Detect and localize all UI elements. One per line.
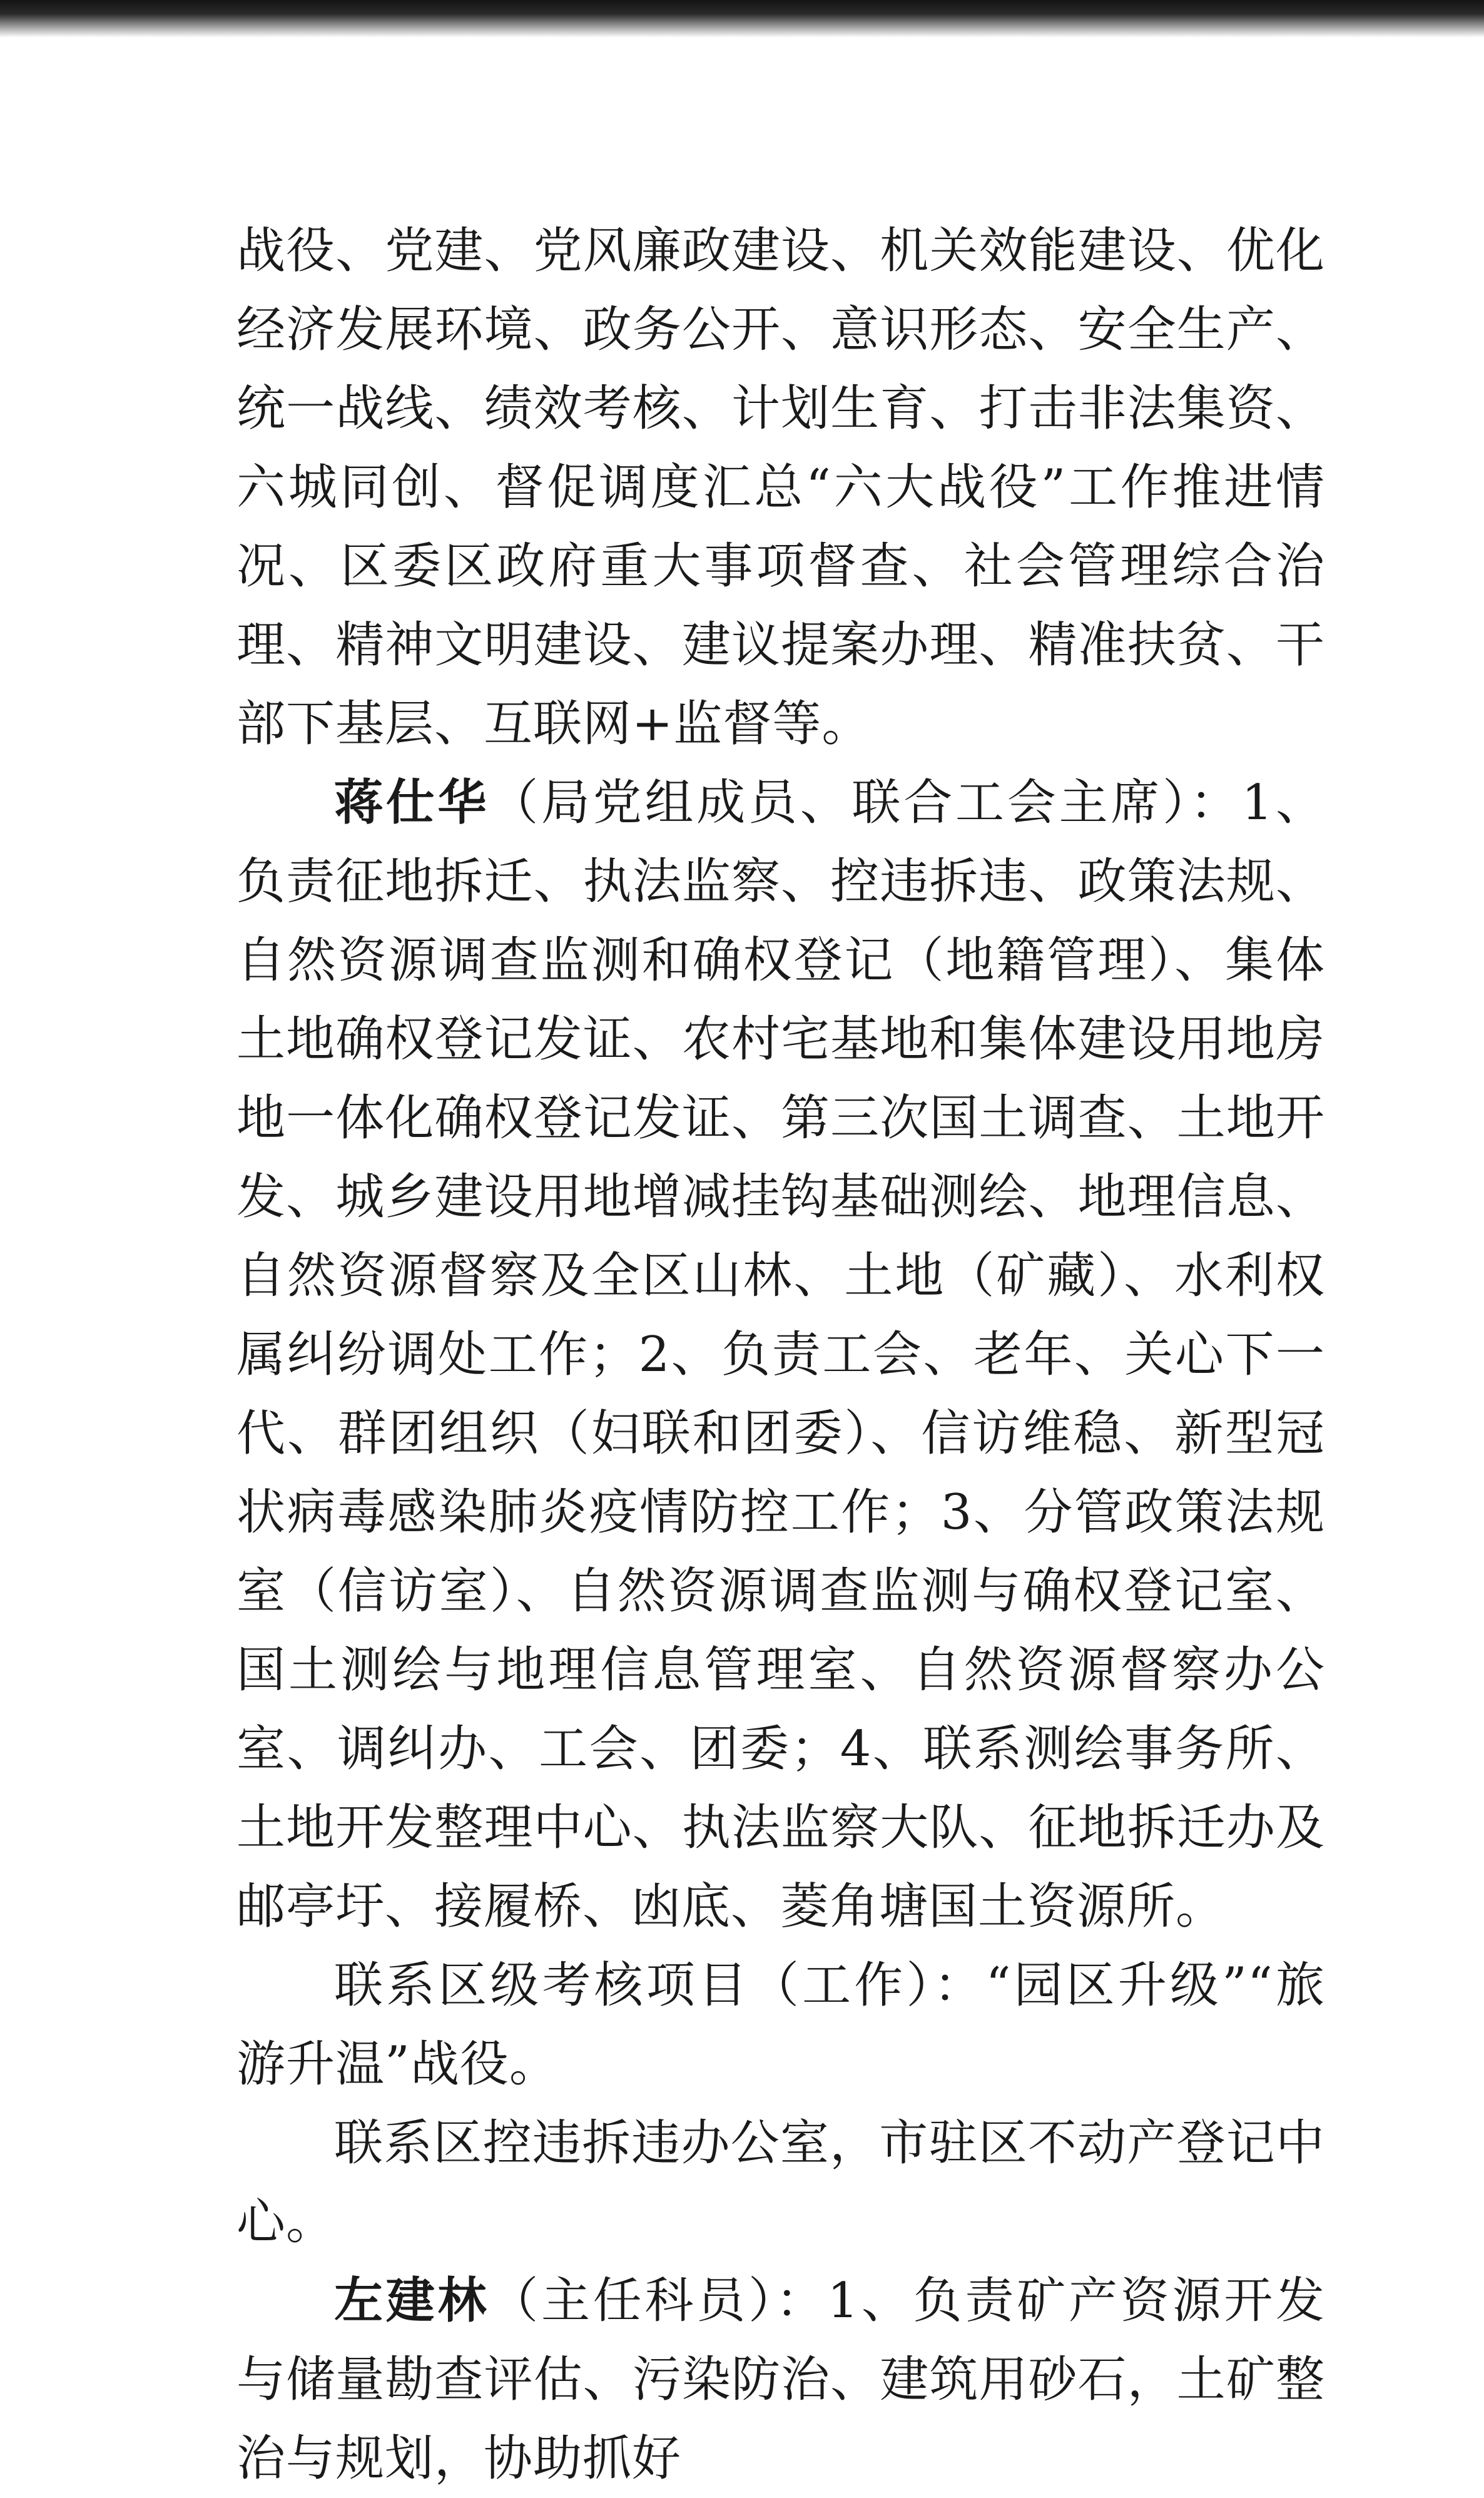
paragraph-text: （局党组成员、联合工会主席）：1、负责征地拆迁、执法监察、控违拆违、政策法规、自然资源调查监测和确权登记（地籍管理）、集体土地确权登记发证、农村宅基地和集体建设用地房地一体化确权登记发证、第三次国土调查、土地开发、城乡建设用地增减挂钩基础测绘、地理信息、自然资源督察及全区山林、土地（矿藏）、水利权属纠纷调处工作；2、负责工会、老年、关心下一代、群团组织（妇联和团委）、信访维稳、新型冠状病毒感染肺炎疫情防控工作；3、分管政策法规室（信访室）、自然资源调查监测与确权登记室、国土测绘与地理信息管理室、自然资源督察办公室、调纠办、工会、团委；4、联系测绘事务所、土地开发整理中心、执法监察大队、征地拆迁办及邮亭圩、接履桥、凼底、菱角塘国土资源所。 bbox=[236, 775, 1325, 1935]
document-body bbox=[236, 212, 1325, 2498]
person-name: 蒋仕华 bbox=[334, 775, 490, 831]
paragraph-assessment-items: 联系区级考核项目（工作）：“园区升级”“旅游升温”战役。 bbox=[236, 1957, 1325, 2093]
person-name: 左建林 bbox=[334, 2273, 490, 2329]
paragraph-duties-continued: 战役、党建、党风廉政建设、机关效能建设、优化经济发展环境、政务公开、意识形态、安全生产、统一战线、绩效考核、计划生育、打击非法集资、六城同创、督促调度汇总“六大战役”工作推进情况、区委区政府重大事项督查、社会管理综合治理、精神文明建设、建议提案办理、精准扶贫、干部下基层、互联网+监督等。 bbox=[236, 223, 1325, 752]
paragraph-text: （主任科员）：1、负责矿产资源开发与储量勘查评估、污染防治、建筑用砂石，土矿整治与规划，协助抓好 bbox=[236, 2273, 1325, 2487]
paragraph-zuo-jianlin bbox=[236, 2261, 1325, 2498]
paragraph-jiang-shihua bbox=[236, 763, 1325, 1946]
paragraph-liaison-offices: 联系区控违拆违办公室，市驻区不动产登记中心。 bbox=[236, 2115, 1325, 2250]
scan-top-shadow bbox=[0, 0, 1484, 38]
